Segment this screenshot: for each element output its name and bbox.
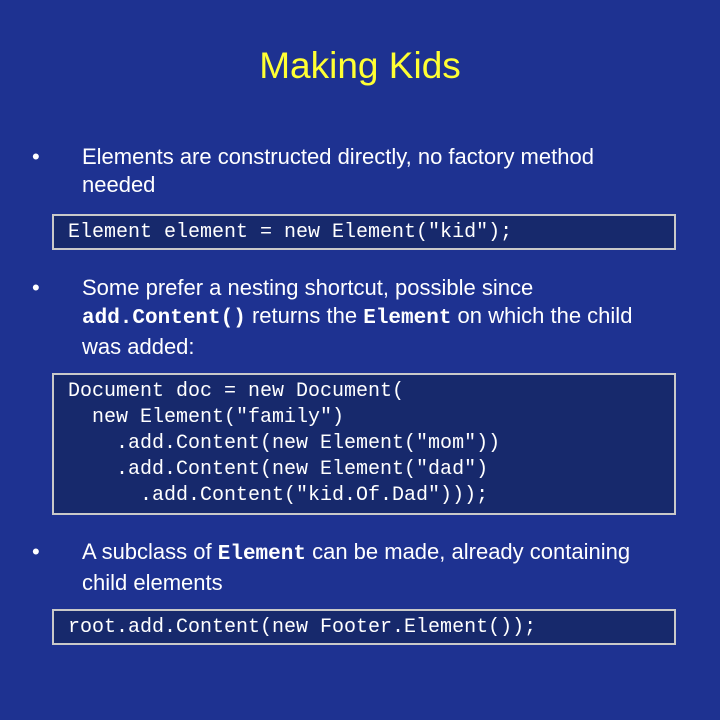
slide-title: Making Kids bbox=[259, 45, 461, 86]
inline-code: Element bbox=[217, 543, 306, 566]
code-line: Element element = new Element("kid"); bbox=[68, 221, 513, 244]
code-line: Document doc = new Document( bbox=[68, 380, 405, 403]
bullet-dot: • bbox=[32, 539, 40, 564]
code-line: .add.Content(new Element("dad") bbox=[68, 458, 489, 481]
bullet-text bbox=[82, 538, 672, 597]
code-line: root.add.Content(new Footer.Element()); bbox=[68, 616, 537, 639]
bullet-text-part: Some prefer a nesting shortcut, possible since bbox=[82, 275, 534, 300]
inline-code: Element bbox=[363, 307, 452, 330]
bullet-text-part: on which the child was added: bbox=[82, 303, 633, 359]
bullet-item bbox=[32, 143, 672, 199]
code-block bbox=[52, 373, 676, 515]
code-line: new Element("family") bbox=[68, 406, 345, 429]
bullet-text-part: returns the bbox=[245, 303, 364, 328]
bullet-text-part: A subclass of bbox=[82, 539, 218, 564]
bullet-dot: • bbox=[32, 275, 40, 300]
bullet-text bbox=[82, 143, 672, 199]
bullet-item bbox=[32, 274, 672, 361]
code-line: .add.Content(new Element("mom")) bbox=[68, 432, 501, 455]
code-block bbox=[52, 214, 676, 250]
inline-code: add.Content() bbox=[82, 307, 246, 330]
code-line: .add.Content("kid.Of.Dad"))); bbox=[68, 484, 489, 507]
bullet-text-part: Elements are constructed directly, no factory method needed bbox=[82, 144, 594, 197]
code-block bbox=[52, 609, 676, 645]
bullet-text bbox=[82, 274, 672, 361]
bullet-text-part: can be made, already containing child elements bbox=[82, 539, 631, 595]
bullet-item bbox=[32, 538, 672, 597]
bullet-dot: • bbox=[32, 144, 40, 169]
